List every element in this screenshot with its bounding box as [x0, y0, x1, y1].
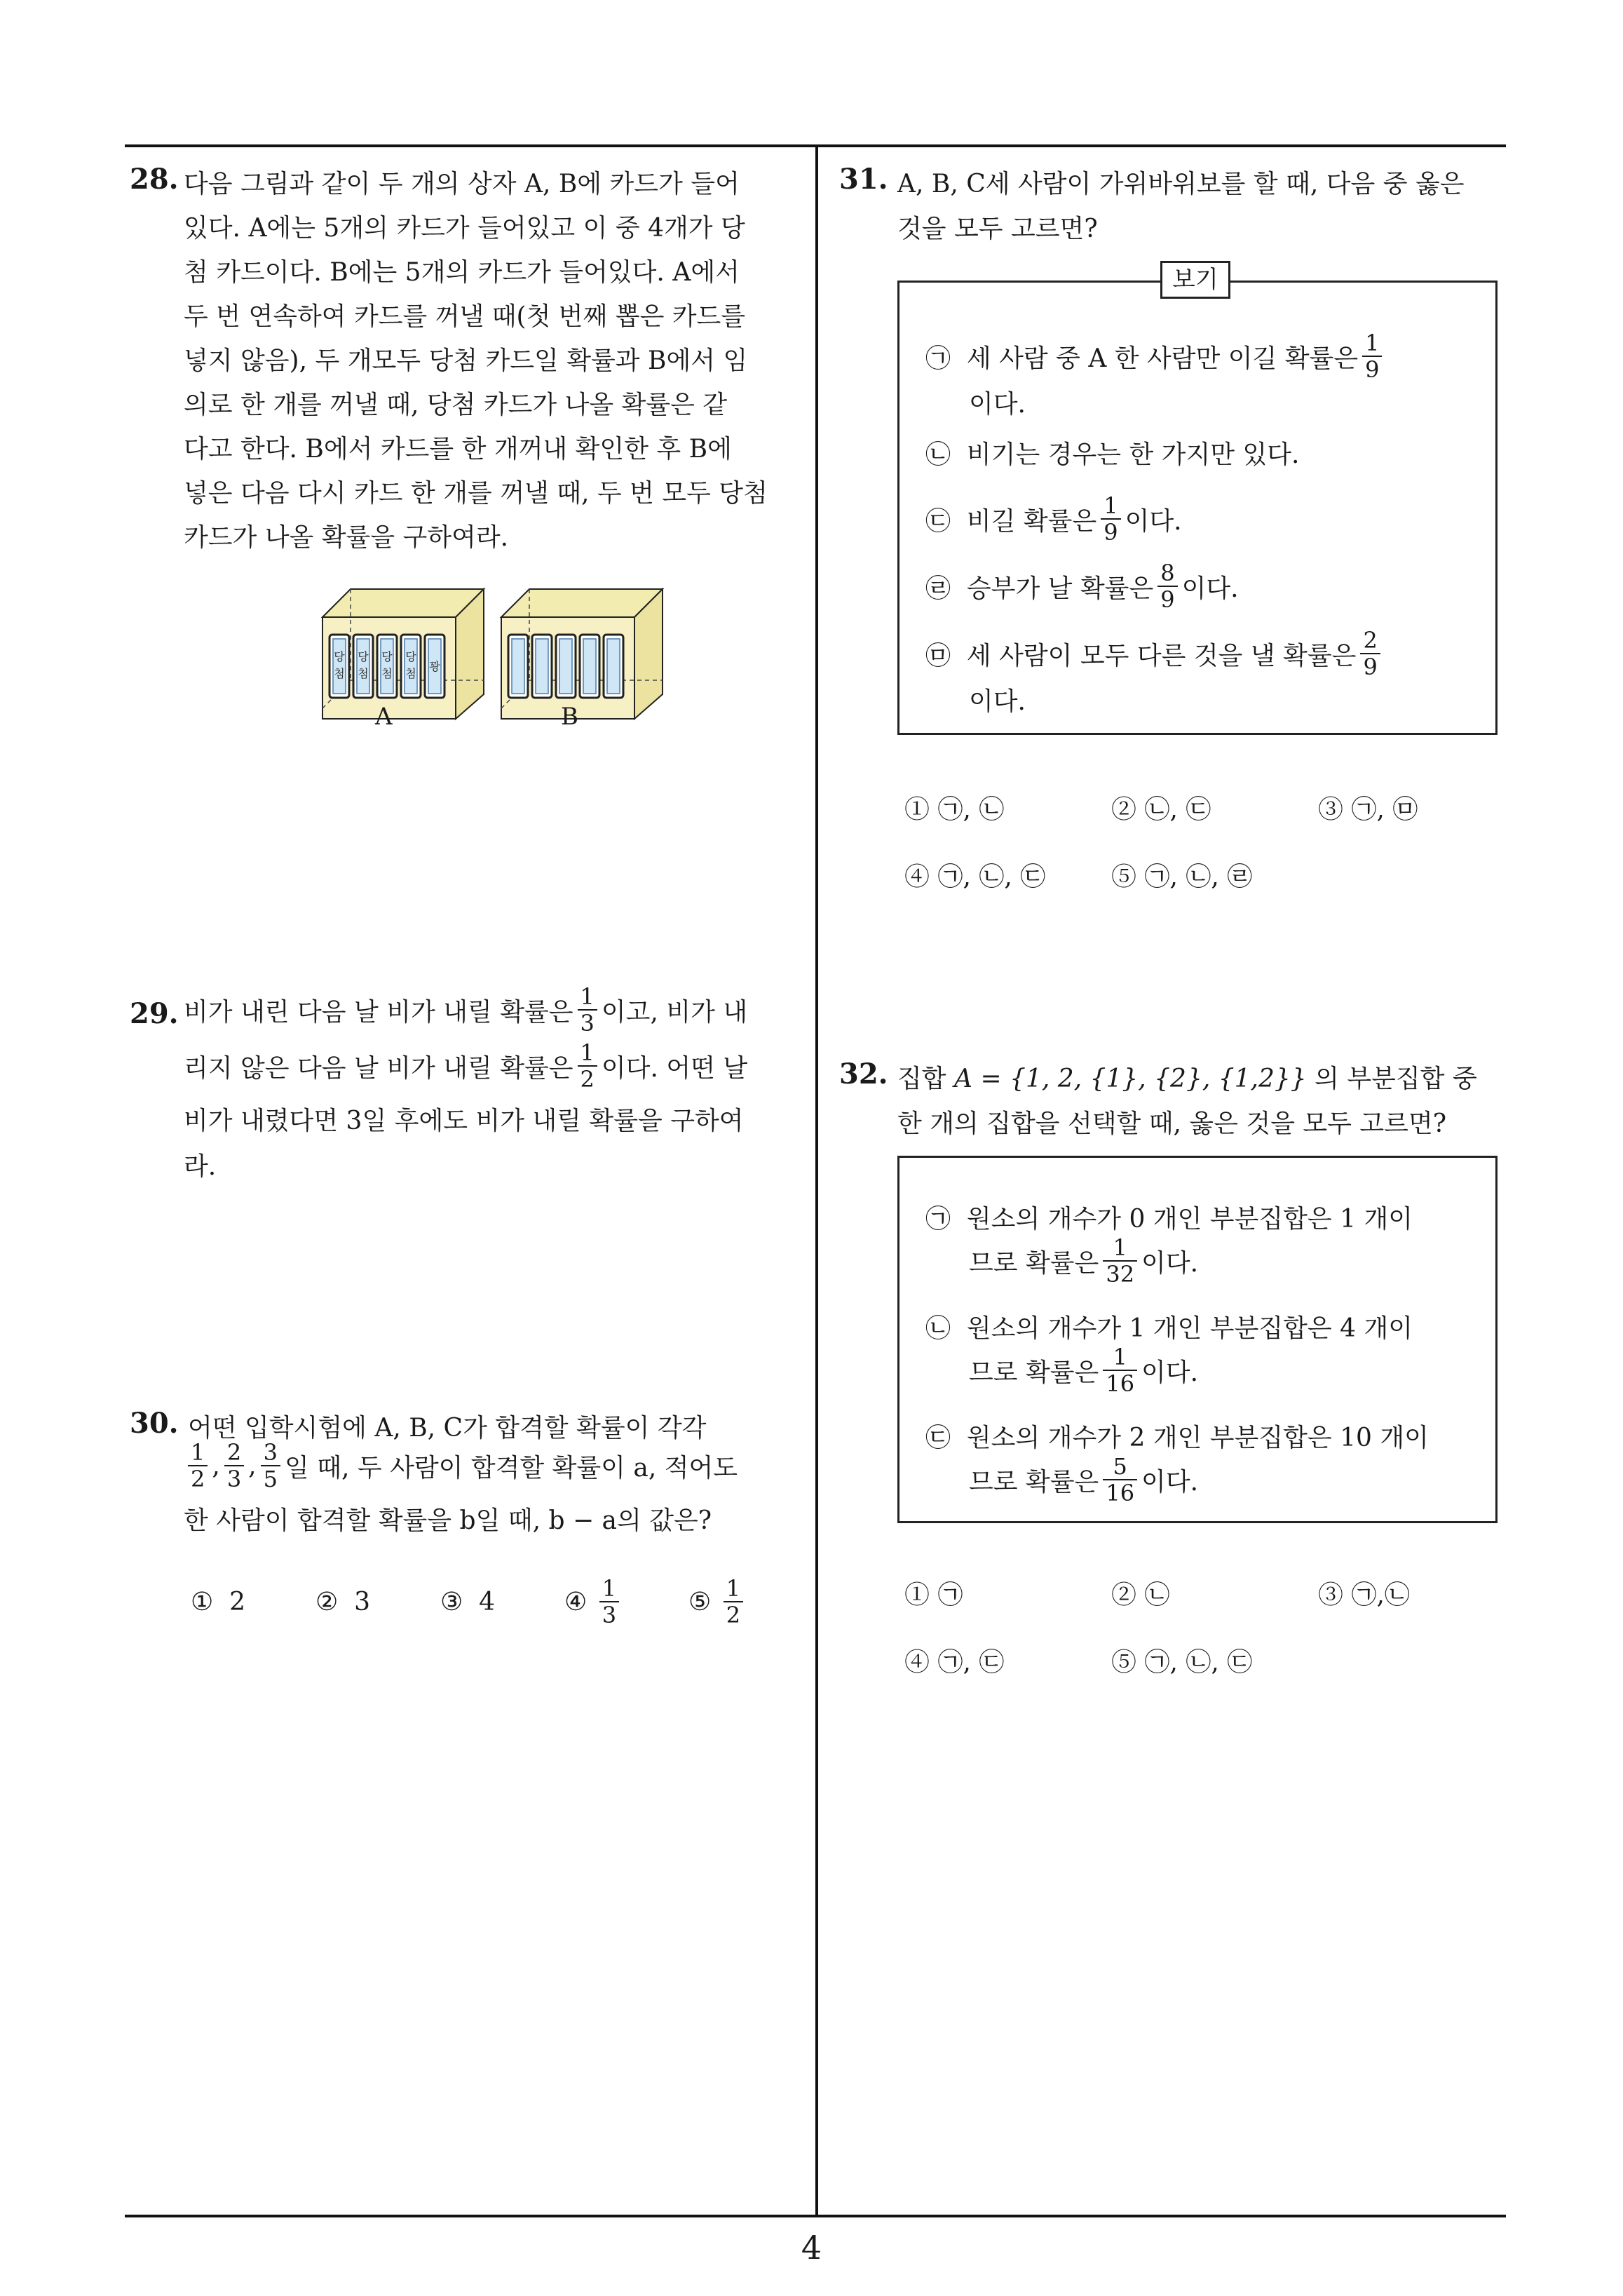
fraction: $\frac{1}{3}$ — [599, 1576, 619, 1628]
card-label: 당 — [405, 650, 416, 663]
question-text-line: 두 번 연속하여 카드를 꺼낼 때(첫 번째 뽑은 카드를 — [184, 302, 746, 331]
winning-card — [353, 635, 373, 698]
example-item-5: ㉤ 세 사람이 모두 다른 것을 낼 확률은 $\frac{2}{9}$ — [925, 626, 1385, 682]
question-text-line: 다음 그림과 같이 두 개의 상자 A, B에 카드가 들어 — [184, 170, 740, 198]
question-number: 29. — [130, 997, 179, 1030]
example-item-1: ㉠ 세 사람 중 A 한 사람만 이길 확률은 $\frac{1}{9}$ — [925, 328, 1386, 384]
card — [532, 635, 552, 698]
statement-item-1-cont: 므로 확률은 $\frac{1}{32}$ 이다. — [969, 1234, 1199, 1288]
fraction: $\frac{2}{3}$ — [224, 1440, 244, 1492]
text-segment: 일 때, 두 사람이 합격할 확률이 a, 적어도 — [284, 1453, 738, 1483]
winning-card — [401, 635, 421, 698]
question-text-line — [184, 1038, 747, 1094]
card-label: 꽝 — [429, 660, 440, 673]
answer-choice-2[interactable]: ② 3 — [315, 1587, 371, 1616]
text-segment: 이고, 비가 내 — [601, 997, 748, 1027]
question-text-line: 어떤 입학시험에 A, B, C가 합격할 확률이 각각 — [188, 1414, 707, 1443]
fraction: $\frac{1}{9}$ — [1101, 493, 1120, 545]
fraction: $\frac{1}{2}$ — [188, 1440, 208, 1492]
question-text-line: 한 사람이 합격할 확률을 b일 때, b − a의 값은? — [184, 1506, 712, 1535]
question-text-line: 집합 A = {1, 2, {1}, {2}, {1,2}} 의 부분집합 중 — [897, 1065, 1477, 1093]
question-text-line: 라. — [184, 1152, 217, 1181]
winning-card — [377, 635, 397, 698]
box-b — [501, 589, 663, 719]
example-item-5-cont: 이다. — [969, 687, 1026, 716]
question-number: 28. — [130, 163, 179, 196]
answer-choice-3[interactable]: ③ ㉠, ㉤ — [1318, 795, 1418, 824]
question-text-line: 넣은 다음 다시 카드 한 개를 꺼낼 때, 두 번 모두 당첨 — [184, 479, 768, 508]
answer-choice-1[interactable]: ① ㉠ — [904, 1581, 963, 1609]
card-label: 당 — [381, 650, 393, 663]
example-item-1-cont: 이다. — [969, 390, 1026, 419]
question-text-line: 있다. A에는 5개의 카드가 들어있고 이 중 4개가 당 — [184, 214, 745, 243]
statement-item-3-cont: 므로 확률은 $\frac{5}{16}$ 이다. — [969, 1453, 1199, 1506]
question-text-line: 것을 모두 고르면? — [897, 215, 1098, 243]
question-text-line: 비가 내렸다면 3일 후에도 비가 내릴 확률을 구하여 — [184, 1107, 744, 1135]
answer-choice-3[interactable]: ③ 4 — [440, 1587, 496, 1616]
fraction: $\frac{1}{9}$ — [1362, 330, 1382, 382]
question-text-line: 카드가 나올 확률을 구하여라. — [184, 523, 509, 552]
statement-item-3: ㉢ 원소의 개수가 2 개인 부분집합은 10 개이 — [925, 1424, 1429, 1452]
example-item-2: ㉡ 비기는 경우는 한 가지만 있다. — [925, 440, 1300, 469]
fraction: $\frac{1}{2}$ — [578, 1040, 597, 1092]
card-label: 당 — [358, 650, 369, 663]
box-a — [322, 589, 484, 719]
card-boxes-figure — [308, 575, 708, 750]
answer-choice-1[interactable]: ① 2 — [191, 1587, 246, 1616]
answer-choice-1[interactable]: ① ㉠, ㉡ — [904, 795, 1005, 824]
card — [556, 635, 576, 698]
fraction: $\frac{1}{3}$ — [578, 984, 597, 1036]
set-expression: A = {1, 2, {1}, {2}, {1,2}} — [954, 1065, 1307, 1093]
answer-choice-4[interactable]: ④ ㉠, ㉡, ㉢ — [904, 863, 1046, 891]
example-box-title: 보기 — [1160, 261, 1230, 299]
card-label: 첨 — [405, 667, 416, 680]
card — [604, 635, 623, 698]
answer-choice-4[interactable]: ④ $\frac{1}{3}$ — [564, 1574, 623, 1630]
losing-card — [425, 635, 444, 698]
answer-choice-5[interactable]: ⑤ ㉠, ㉡, ㉣ — [1111, 863, 1253, 891]
statement-item-2: ㉡ 원소의 개수가 1 개인 부분집합은 4 개이 — [925, 1314, 1413, 1343]
card — [508, 635, 528, 698]
text-segment: 이다. 어떤 날 — [601, 1053, 748, 1083]
fraction: $\frac{2}{9}$ — [1360, 628, 1380, 680]
text-segment: 리지 않은 다음 날 비가 내릴 확률은 — [184, 1053, 573, 1083]
question-text-line: 넣지 않음), 두 개모두 당첨 카드일 확률과 B에서 임 — [184, 346, 748, 375]
card-label: 첨 — [334, 667, 345, 680]
fraction: $\frac{8}{9}$ — [1157, 560, 1177, 612]
answer-choice-2[interactable]: ② ㉡, ㉢ — [1111, 795, 1211, 824]
box-a-label: A — [375, 703, 393, 731]
bottom-rule — [125, 2215, 1506, 2217]
text-segment: 비가 내린 다음 날 비가 내릴 확률은 — [184, 997, 573, 1027]
statement-item-2-cont: 므로 확률은 $\frac{1}{16}$ 이다. — [969, 1344, 1199, 1397]
fraction: $\frac{1}{32}$ — [1103, 1235, 1137, 1287]
example-item-4: ㉣ 승부가 날 확률은 $\frac{8}{9}$ 이다. — [925, 560, 1239, 613]
question-number: 32. — [839, 1058, 888, 1090]
fraction: $\frac{1}{16}$ — [1103, 1344, 1137, 1396]
fraction: $\frac{1}{2}$ — [724, 1576, 743, 1628]
question-text-line: $\frac{1}{2}$ , $\frac{2}{3}$ , $\frac{3}{5}$ 일 때, 두 사람이 합격할 확률이 a, 적어도 — [184, 1438, 738, 1494]
card-label: 첨 — [381, 667, 393, 680]
fraction: $\frac{5}{16}$ — [1103, 1454, 1137, 1506]
question-text-line: 첨 카드이다. B에는 5개의 카드가 들어있다. A에서 — [184, 258, 740, 287]
answer-choice-2[interactable]: ② ㉡ — [1111, 1581, 1170, 1609]
question-text-line: 의로 한 개를 꺼낼 때, 당첨 카드가 나올 확률은 같 — [184, 391, 728, 419]
answer-choice-3[interactable]: ③ ㉠,㉡ — [1318, 1581, 1410, 1609]
question-text-line: A, B, C세 사람이 가위바위보를 할 때, 다음 중 옳은 — [897, 170, 1465, 198]
card-label: 당 — [334, 650, 345, 663]
card-label: 첨 — [358, 667, 369, 680]
answer-choice-5[interactable]: ⑤ $\frac{1}{2}$ — [688, 1574, 747, 1630]
question-text-line — [184, 982, 747, 1038]
statement-item-1: ㉠ 원소의 개수가 0 개인 부분집합은 1 개이 — [925, 1205, 1413, 1234]
answer-choice-4[interactable]: ④ ㉠, ㉢ — [904, 1648, 1005, 1677]
column-divider — [815, 144, 818, 2217]
answer-choice-5[interactable]: ⑤ ㉠, ㉡, ㉢ — [1111, 1648, 1253, 1677]
question-text-line: 한 개의 집합을 선택할 때, 옳은 것을 모두 고르면? — [897, 1109, 1447, 1138]
question-text-line: 다고 한다. B에서 카드를 한 개꺼내 확인한 후 B에 — [184, 435, 732, 464]
question-number: 30. — [130, 1407, 179, 1440]
fraction: $\frac{3}{5}$ — [261, 1440, 280, 1492]
card — [580, 635, 599, 698]
question-number: 31. — [839, 163, 888, 196]
example-item-3: ㉢ 비길 확률은 $\frac{1}{9}$ 이다. — [925, 492, 1182, 546]
page-number: 4 — [801, 2229, 822, 2267]
winning-card — [330, 635, 349, 698]
box-b-label: B — [561, 703, 578, 731]
